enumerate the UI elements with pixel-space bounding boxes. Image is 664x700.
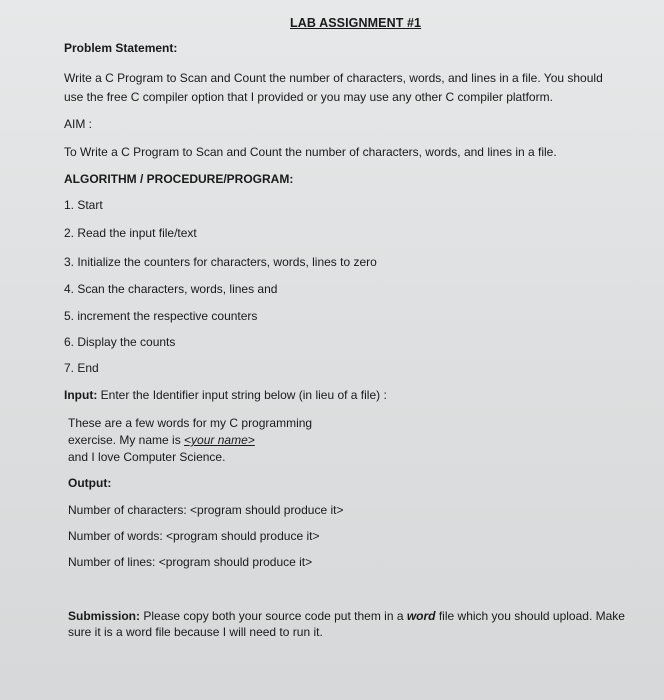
submission-text-2: file which you should upload. Make: [435, 609, 625, 623]
submission-label: Submission:: [68, 609, 141, 623]
step-item: 3. Initialize the counters for characters, words, lines to zero: [64, 255, 377, 269]
aim-heading: AIM :: [64, 117, 93, 131]
submission-text-1: Please copy both your source code put them in a: [140, 609, 407, 623]
algorithm-heading: ALGORITHM / PROCEDURE/PROGRAM:: [64, 172, 294, 186]
problem-statement-heading: Problem Statement:: [64, 41, 178, 55]
step-item: 4. Scan the characters, words, lines and: [64, 282, 278, 296]
submission-line-2: sure it is a word file because I will need to run it.: [68, 625, 323, 639]
submission-word: word: [406, 609, 436, 623]
input-string-line-1: These are a few words for my C programming: [68, 416, 313, 430]
step-item: 5. increment the respective counters: [64, 309, 258, 323]
step-item: 7. End: [64, 361, 99, 375]
problem-line-2: use the free C compiler option that I provided or you may use any other C compiler platform.: [64, 90, 553, 104]
output-line: Number of characters: <program should produce it>: [68, 503, 344, 517]
step-item: 2. Read the input file/text: [64, 226, 197, 240]
input-description: Enter the Identifier input string below (in lieu of a file) :: [97, 388, 387, 402]
step-item: 6. Display the counts: [64, 335, 176, 349]
input-string-line-3: and I love Computer Science.: [68, 450, 226, 464]
input-label: Input:: [64, 388, 98, 402]
output-line: Number of words: <program should produce it>: [68, 529, 320, 543]
submission-line-1: [68, 609, 625, 624]
problem-line-1: Write a C Program to Scan and Count the number of characters, words, and lines in a file. You should: [64, 71, 603, 85]
output-label: Output:: [68, 476, 112, 490]
input-line: [64, 388, 387, 403]
input-string-prefix: exercise. My name is: [68, 433, 185, 447]
output-line: Number of lines: <program should produce it>: [68, 555, 313, 569]
page-title: LAB ASSIGNMENT #1: [290, 16, 422, 30]
aim-text: To Write a C Program to Scan and Count the number of characters, words, and lines in a file.: [64, 145, 557, 159]
step-item: 1. Start: [64, 198, 103, 212]
input-string-line-2: [68, 433, 255, 448]
your-name-placeholder: <your name>: [184, 433, 255, 447]
